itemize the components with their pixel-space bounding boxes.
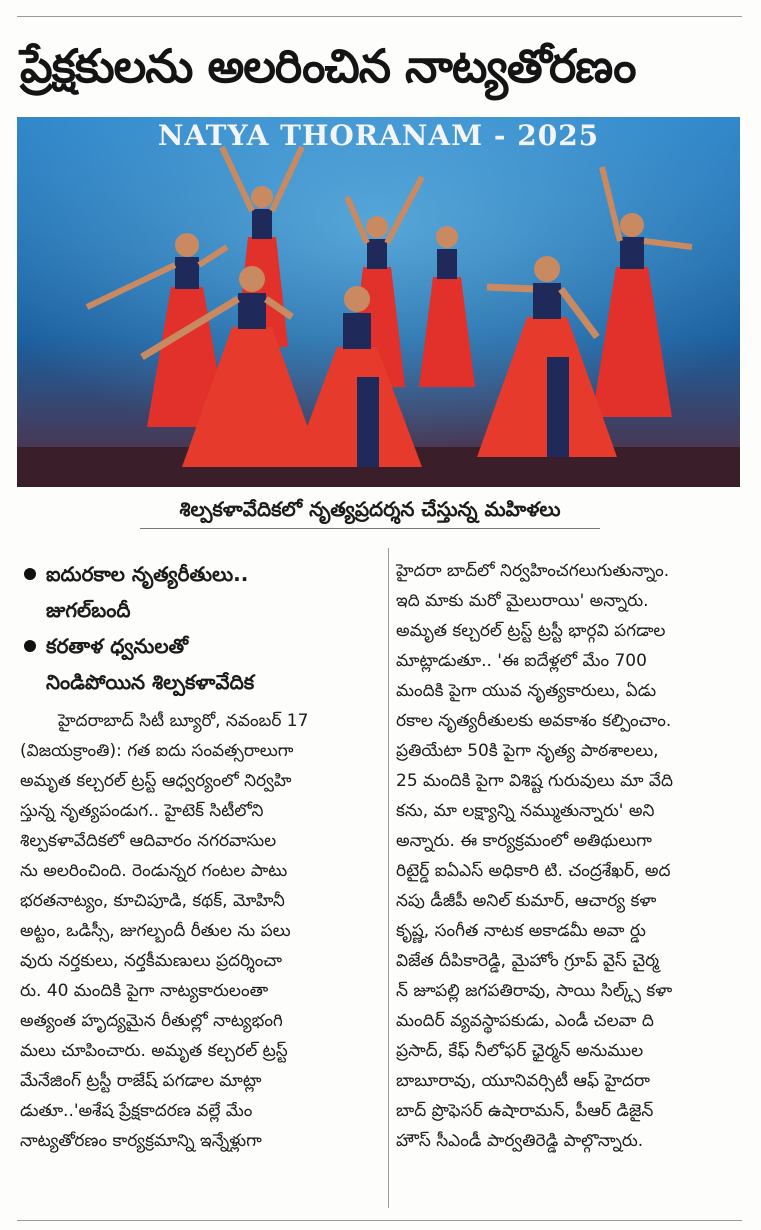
bullet-dot-icon — [24, 640, 36, 652]
bullet-line: జుగల్‌బందీ — [46, 598, 131, 622]
dance-photo — [17, 117, 740, 487]
body-line: కను, మా లక్ష్యాన్ని నమ్ముతున్నారు' అని — [396, 801, 655, 821]
body-line: అమృత కల్చరల్ ట్రస్ట్ ఆధ్వర్యంలో నిర్వహి — [20, 771, 292, 791]
body-line: రకాల నృత్యరీతులకు అవకాశం కల్పించాం. — [396, 711, 672, 731]
body-line: ఇది మాకు మరో మైలురాయి' అన్నారు. — [396, 591, 649, 611]
highlight-bullet-cont — [20, 664, 382, 700]
body-line: స్తున్న నృత్యపండుగ.. హైటెక్ సిటీలోని — [20, 801, 264, 821]
body-line: అన్నారు. ఈ కార్యక్రమంలో అతిథులుగా — [396, 831, 652, 851]
bullet-line: నిండిపోయిన శిల్పకళావేదిక — [46, 670, 255, 694]
body-line: ప్రసాద్, కేఫ్ నీలోఫర్ ఛైర్మన్ అనుముల — [396, 1041, 644, 1061]
body-line: మేనేజింగ్ ట్రస్టీ రాజేష్ పగడాల మాట్లా — [20, 1071, 262, 1091]
body-line: వురు నర్తకులు, నర్తకీమణులు ప్రదర్శించా — [20, 951, 283, 971]
body-line: (విజయక్రాంతి): గత ఐదు సంవత్సరాలుగా — [20, 741, 294, 761]
body-line: అట్టం, ఒడిస్సీ, జుగల్బందీ రీతుల ను పలు — [20, 921, 291, 941]
dance-photo-illustration — [17, 117, 740, 487]
right-column — [396, 556, 742, 1156]
body-line: హైదరా బాద్‌లో నిర్వహించగలుగుతున్నాం. — [396, 561, 670, 581]
body-line: హైదరాబాద్ సిటీ బ్యూరో, నవంబర్ 17 — [58, 711, 309, 731]
body-line: నపు డీజీపీ అనిల్ కుమార్, ఆచార్య కళా — [396, 891, 657, 911]
body-line: మందిర్ వ్యవస్థాపకుడు, ఎండీ చలవా ది — [396, 1011, 654, 1031]
top-rule — [17, 16, 742, 17]
bullet-dot-icon — [24, 568, 36, 580]
body-line: మందికి పైగా యువ నృత్యకారులు, ఏడు — [396, 681, 657, 701]
bullet-line: ఐదురకాల నృత్యరీతులు.. — [46, 562, 249, 586]
bullet-line: కరతాళ ధ్వనులతో — [46, 634, 189, 658]
highlight-bullet — [20, 628, 382, 664]
body-line: అమృత కల్చరల్ ట్రస్ట్ ట్రస్టీ భార్గవి పగడాల — [396, 621, 666, 641]
body-line: అత్యంత హృద్యమైన రీతుల్లో నాట్యభంగి — [20, 1011, 283, 1031]
highlight-bullet-cont — [20, 592, 382, 628]
body-line: న్ జూపల్లి జగపతిరావు, సాయి సిల్క్స్ కళా — [396, 981, 673, 1001]
body-line: ప్రతియేటా 50కి పైగా నృత్య పాఠశాలలు, — [396, 741, 659, 761]
body-line: మాట్లాడుతూ.. 'ఈ ఐదేళ్లలో మేం 700 — [396, 651, 647, 671]
headline: ప్రేక్షకులను అలరించిన నాట్యతోరణం — [20, 39, 636, 93]
body-line: రు. 40 మందికి పైగా నాట్యకారులంతా — [20, 981, 269, 1001]
body-line: రిటైర్డ్ ఐఏఎస్ అధికారి టి. చంద్రశేఖర్, అద — [396, 861, 671, 881]
body-line: కృష్ణ, సంగీత నాటక అకాడమీ అవా ర్డు — [396, 921, 646, 941]
left-column — [20, 556, 382, 1156]
body-line: భరతనాట్యం, కూచిపూడి, కథక్, మోహినీ — [20, 891, 285, 911]
body-line: ను అలరించింది. రెండున్నర గంటల పాటు — [20, 861, 288, 881]
body-line: నాట్యతోరణం కార్యక్రమాన్ని ఇన్నేళ్లుగా — [20, 1131, 262, 1151]
body-line: మలు చూపించారు. అమృత కల్చరల్ ట్రస్ట్ — [20, 1041, 288, 1061]
body-line: 25 మందికి పైగా విశిష్ట గురువులు మా వేది — [396, 771, 674, 791]
bottom-rule — [17, 1220, 742, 1221]
photo-banner-text: NATYA THORANAM - 2025 — [157, 119, 600, 152]
photo-caption: శిల్పకళావేదికలో నృత్యప్రదర్శన చేస్తున్న మహిళలు — [140, 490, 600, 529]
body-line: హౌస్ సీఎండీ పార్వతిరెడ్డి పాల్గొన్నారు. — [396, 1131, 644, 1151]
body-line: విజేత దీపికారెడ్డి, మైహోం గ్రూప్ వైస్ చైర్మ — [396, 951, 660, 971]
column-divider — [388, 548, 389, 1208]
body-line: శిల్పకళావేదికలో ఆదివారం నగరవాసుల — [20, 831, 277, 851]
body-line: డుతూ..'అశేష ప్రేక్షకాదరణ వల్లే మేం — [20, 1101, 253, 1121]
body-line: బాబూరావు, యూనివర్సిటీ ఆఫ్ హైదరా — [396, 1071, 650, 1091]
body-line: బాద్ ప్రొఫెసర్ ఉషారామన్, పీఆర్ డిజైన్ — [396, 1101, 654, 1121]
highlight-bullet — [20, 556, 382, 592]
